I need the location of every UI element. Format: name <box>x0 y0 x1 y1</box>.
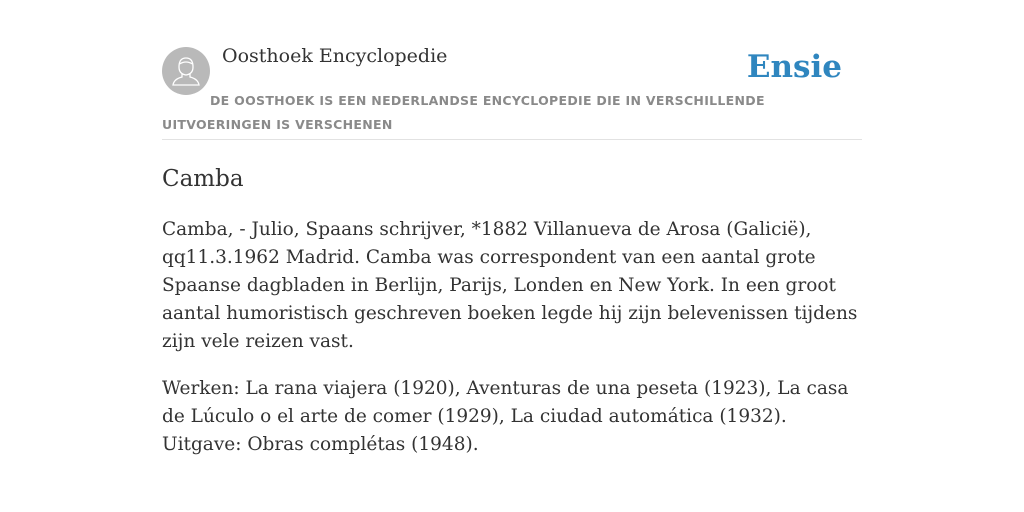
header-divider <box>162 139 862 140</box>
source-tagline: DE OOSTHOEK IS EEN NEDERLANDSE ENCYCLOPEDIE DIE IN VERSCHILLENDE UITVOERINGEN IS VERSCHENEN <box>162 93 765 132</box>
article-title: Camba <box>162 166 244 192</box>
ensie-logo[interactable]: Ensie <box>746 49 842 85</box>
article-paragraph: Camba, - Julio, Spaans schrijver, *1882 Villanueva de Arosa (Galicië), qq11.3.1962 Madrid. Camba was correspondent van een aantal grote Spaanse dagbladen in Berlijn, Parijs, Londen en New York. In een groot aantal humoristisch geschreven boeken legde hij zijn belevenissen tijdens zijn vele reizen vast. <box>162 219 858 352</box>
source-name[interactable]: Oosthoek Encyclopedie <box>222 45 448 67</box>
article-paragraph: Werken: La rana viajera (1920), Aventuras de una peseta (1923), La casa de Lúculo o el arte de comer (1929), La ciudad automática (1932). Uitgave: Obras complétas (1948). <box>162 378 849 455</box>
article-body <box>162 216 862 478</box>
user-silhouette-icon[interactable] <box>162 47 210 95</box>
